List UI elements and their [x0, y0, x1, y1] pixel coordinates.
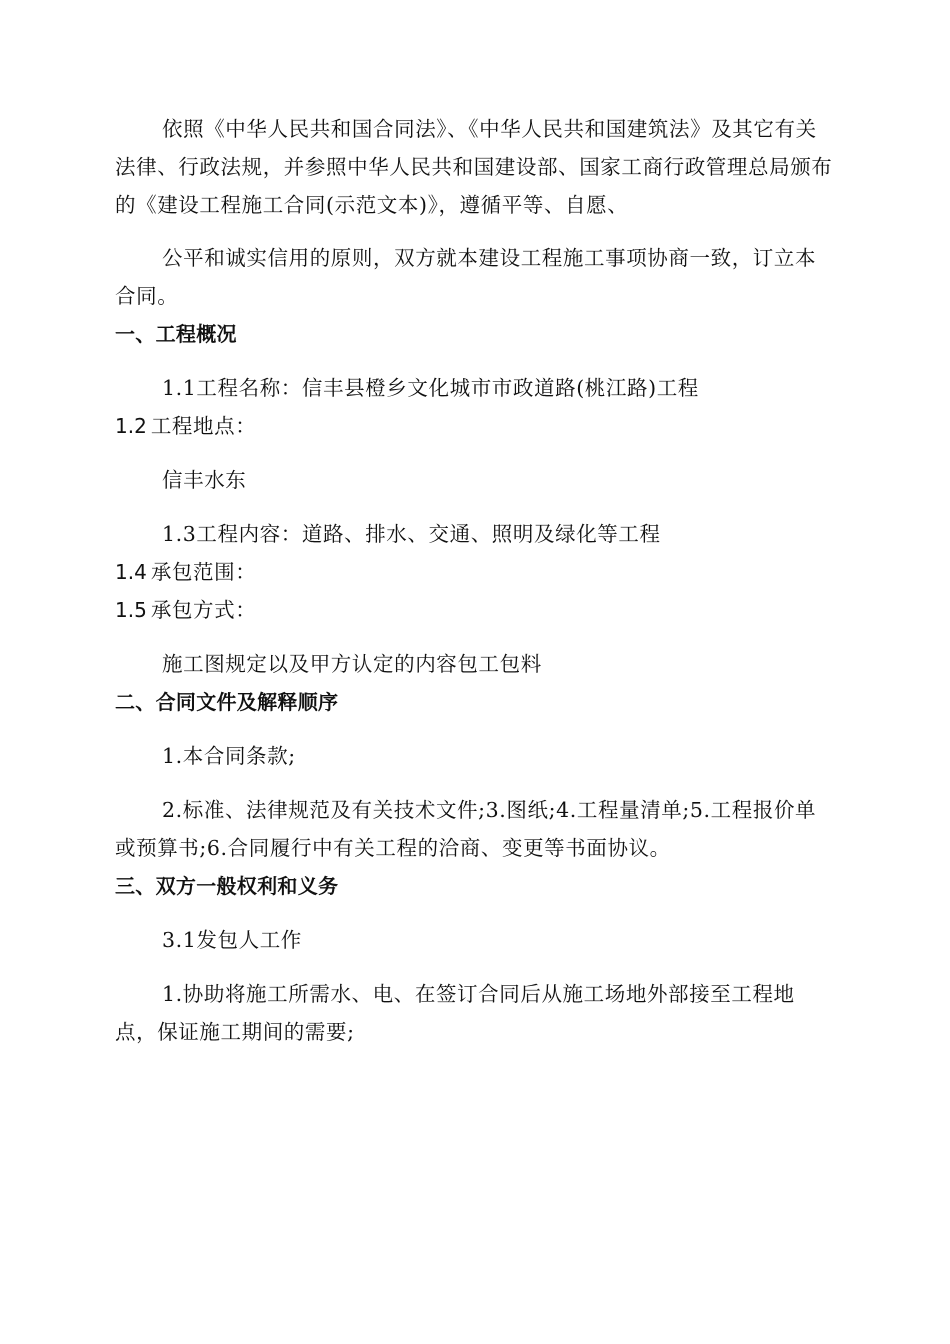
- item-1-2-number: 1.2: [115, 414, 147, 438]
- section-3-item-1: 1.协助将施工所需水、电、在签订合同后从施工场地外部接至工程地点，保证施工期间的需要;: [115, 982, 795, 1044]
- section-2-heading: 二、合同文件及解释顺序: [115, 690, 339, 714]
- intro-paragraph-2: 公平和诚实信用的原则，双方就本建设工程施工事项协商一致，订立本合同。: [115, 246, 817, 308]
- item-3-1: 3.1发包人工作: [162, 928, 302, 952]
- item-1-4: [115, 553, 835, 591]
- item-1-4-label: 承包范围：: [150, 560, 257, 584]
- section-2-item-2: 2.标准、法律规范及有关技术文件;3.图纸;4.工程量清单;5.工程报价单或预算书;6.合同履行中有关工程的洽商、变更等书面协议。: [115, 798, 817, 860]
- item-1-2-label: 工程地点：: [150, 414, 257, 438]
- item-1-5-number: 1.5: [115, 598, 147, 622]
- item-1-2-value: 信丰水东: [162, 468, 247, 492]
- item-1-5: [115, 591, 835, 629]
- item-1-3: 1.3工程内容：道路、排水、交通、照明及绿化等工程: [162, 522, 661, 546]
- document-body: [115, 110, 835, 1051]
- item-1-5-label: 承包方式：: [150, 598, 257, 622]
- item-1-2: [115, 407, 835, 445]
- item-1-5-value: 施工图规定以及甲方认定的内容包工包料: [162, 652, 542, 676]
- section-3-heading: 三、双方一般权利和义务: [115, 874, 339, 898]
- intro-paragraph-1: 依照《中华人民共和国合同法》、《中华人民共和国建筑法》及其它有关法律、行政法规，并参照中华人民共和国建设部、国家工商行政管理总局颁布的《建设工程施工合同(示范文本)》，遵循平等、自愿、: [115, 117, 833, 217]
- section-1-heading: 一、工程概况: [115, 322, 237, 346]
- item-1-4-number: 1.4: [115, 560, 147, 584]
- item-1-1: 1.1工程名称：信丰县橙乡文化城市市政道路(桃江路)工程: [162, 376, 699, 400]
- section-2-item-1: 1.本合同条款;: [162, 744, 296, 768]
